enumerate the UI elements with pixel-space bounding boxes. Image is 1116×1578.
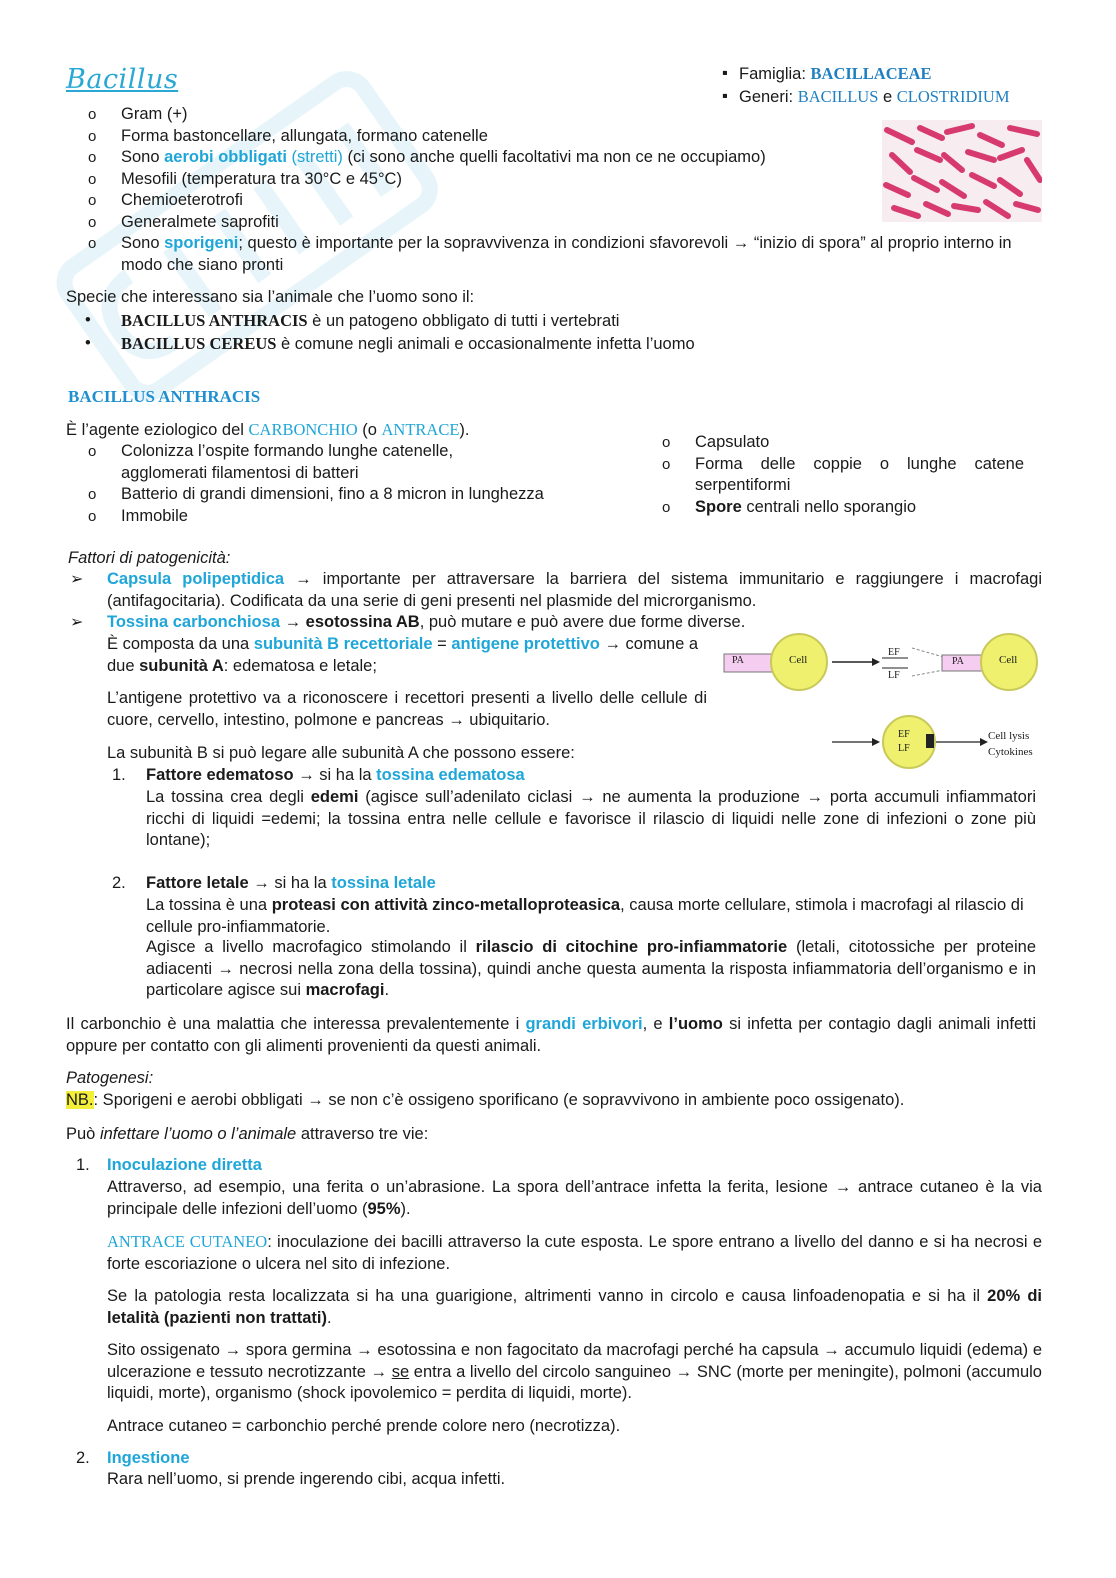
term: tossina edematosa [376,766,525,784]
list-item [66,126,1046,148]
term: tossina letale [331,874,436,892]
patogenesi-heading: Patogenesi: [66,1069,154,1087]
term: Tossina carbonchiosa [107,613,280,631]
text: → comune a due [107,635,699,675]
list-item [66,104,1046,126]
list-item [66,333,1046,356]
family-info [722,63,1062,108]
toxin-diagram [722,630,1042,770]
fattori-heading: Fattori di patogenicità: [68,549,231,567]
species-text: è comune negli animali e occasionalmente infetta l’uomo [276,334,695,353]
anthracis-intro [66,419,470,442]
text: , causa morte cellulare, stimola i macrofagi al rilascio di cellule pro-infiammatorie. [146,896,1024,936]
via-ingestione-text: Rara nell’uomo, si prende ingerendo cibi, acqua infetti. [107,1470,506,1488]
text: . [327,1308,332,1327]
via-num: 2. [76,1449,90,1467]
trait-text: Immobile [121,506,188,525]
list-item [640,454,1024,497]
text: = [432,635,452,653]
term: subunità B recettoriale [253,635,433,653]
fattore-edematoso-text [146,787,1036,852]
list-item [66,147,1046,169]
intro-term: CARBONCHIO [248,420,358,439]
text: → si ha la [248,874,332,892]
nb-label: NB. [66,1091,94,1109]
generi-label: Generi: [739,87,794,106]
list-item [640,432,1024,454]
feature-text: Chemioeterotrofi [121,191,243,209]
term: antigene protettivo [451,635,600,653]
text-italic: infettare l’uomo o l’animale [99,1125,297,1143]
text: , e [642,1015,669,1033]
fattore-num: 1. [112,766,126,784]
diagram-label-lysis: Cell lysis [988,730,1030,742]
text: : inoculazione dei bacilli attraverso la cute esposta. Le spore entrano a livello del danno e si ha necrosi e forte escoriazione o ulcera nel sito di infezione. [107,1233,1043,1273]
trait-text: Forma delle coppie o lunghe catene serpentiformi [695,454,1024,494]
feature-text: Mesofili (temperatura tra 30°C e 45°C) [121,169,402,188]
fattore-letale-title [146,873,436,895]
text: , può mutare e può avere due forme diverse. [419,613,746,631]
text: → [280,613,306,631]
term: Capsula polipeptidica [107,570,285,588]
feature-highlight: sporigeni [164,234,239,252]
trait-text: Capsulato [695,433,770,451]
via-inoculazione-text [107,1177,1042,1220]
list-item [66,169,1046,191]
fattore-letale-text-2 [146,937,1036,1002]
text: : Sporigeni e aerobi obbligati → se non c’è ossigeno sporificano (e sopravvivono in ambiente poco ossigenato). [93,1091,905,1109]
text: È composta da una [107,635,254,653]
anthracis-left-list [66,441,626,527]
sito-ossigenato-text [107,1340,1042,1405]
text: La tossina è una [146,896,272,914]
trait-text: centrali nello sporangio [741,497,917,516]
diagram-label-pa: PA [732,655,744,666]
feature-highlight: aerobi obbligati [164,148,287,166]
list-item [66,506,626,528]
term-bold: rilascio di citochine pro-infiammatorie [475,938,788,956]
diagram-label-ef: EF [888,647,900,658]
text: Sito ossigenato → spora germina → esotossina e non fagocitato da macrofagi perché ha capsula → accumulo liquidi (edema) e ulcerazione e tessuto necrotizzante → [107,1341,1042,1381]
text: ). [400,1199,411,1218]
feature-text: Forma bastoncellare, allungata, formano catenelle [121,126,488,145]
list-item [66,233,1046,276]
list-item [66,441,626,484]
term: grandi erbivori [525,1015,643,1033]
feature-text: Sono [121,148,165,166]
term-bold: Fattore letale [146,874,249,892]
term-bold: subunità A [139,656,224,675]
fattore-num: 2. [112,874,126,892]
text: . [384,981,390,999]
feature-text: ; questo è importante per la sopravvivenza in condizioni sfavorevoli → “inizio di spora” al proprio interno in modo che siano pronti [121,234,1012,274]
term-bold: l’uomo [668,1015,723,1033]
species-name: BACILLUS CEREUS [121,333,277,353]
intro-term: ANTRACE [381,420,460,439]
antrace-nero-text: Antrace cutaneo = carbonchio perché prende colore nero (necrotizza). [107,1417,621,1435]
intro-text: È l’agente eziologico del [66,421,249,439]
capsula-item [66,569,1042,612]
carbonchio-paragraph [66,1014,1036,1057]
feature-text: (ci sono anche quelli facoltativi ma non ce ne occupiamo) [342,148,766,166]
patogenesi-note [66,1090,1046,1112]
famiglia-value: BACILLACEAE [810,64,932,83]
diagram-label-cell: Cell [789,654,808,666]
text: Il carbonchio è una malattia che interessa prevalentemente i [66,1015,526,1033]
term-bold: proteasi con attività zinco-metalloproteasica [271,896,621,914]
diagram-label-cell-target: Cell [999,654,1018,666]
famiglia-line [722,63,1062,86]
text-underline: se [391,1362,410,1381]
text: si infetta per contagio dagli animali infetti oppure per contatto con gli alimenti provenienti da questi animali. [66,1015,1036,1055]
diagram-label-pa-bound: PA [952,656,964,667]
intro-text: ). [459,421,470,439]
feature-text: Sono [121,234,165,252]
text: : edematosa e letale; [223,656,377,675]
term-bold: 20% di letalità (pazienti non trattati) [107,1287,1042,1327]
text: Se la patologia resta localizzata si ha una guarigione, altrimenti vanno in circolo e causa linfoadenopatia e si ha il [107,1287,988,1305]
text: Attraverso, ad esempio, una ferita o un’abrasione. La spora dell’antrace infetta la ferita, lesione → antrace cutaneo è la via principale delle infezioni dell’uomo ( [107,1178,1042,1218]
famiglia-label: Famiglia: [739,65,806,83]
term-bold: macrofagi [305,981,385,999]
subunit-composition [107,634,712,677]
list-item [66,310,1046,333]
list-item [640,497,1024,519]
generi-bacillus: BACILLUS [797,86,879,106]
via-title-inoculazione: Inoculazione diretta [107,1156,262,1174]
page-title: Bacillus [66,64,179,95]
diagram-label-lf-inside: LF [898,743,910,754]
species-text: è un patogeno obbligato di tutti i vertebrati [307,312,620,330]
list-item [66,190,1046,212]
generi-and: e [882,87,893,106]
term-bold: Fattore edematoso [146,766,294,784]
species-intro: Specie che interessano sia l’animale che l’uomo sono il: [66,288,475,306]
list-item [66,212,1046,234]
fattore-letale-text [146,895,1036,938]
species-list [66,310,1046,355]
trait-text: Colonizza l’ospite formando lunghe catenelle, agglomerati filamentosi di batteri [121,442,454,482]
trait-text: Batterio di grandi dimensioni, fino a 8 micron in lunghezza [121,485,544,503]
species-name: BACILLUS ANTHRACIS [121,311,308,330]
text: Agisce a livello macrofagico stimolando il [146,938,476,956]
term: ANTRACE CUTANEO [107,1232,268,1251]
text: attraverso tre vie: [296,1125,429,1143]
vie-intro [66,1124,428,1146]
localizzata-text [107,1286,1042,1329]
text: (agisce sull’adenilato ciclasi → ne aumenta la produzione → porta accumuli infiammatori ricchi di liquidi =edemi; la tossina entra nelle cellule e favorisce il rilascio di liquidi nelle zone di infezioni o zone più lontane); [146,788,1036,849]
anthracis-right-list [640,432,1024,518]
feature-highlight: (stretti) [286,148,343,166]
diagram-label-cytokines: Cytokines [988,746,1033,758]
fattore-edematoso-title [146,765,525,787]
feature-text: Generalmete saprofiti [121,212,279,231]
list-item [66,484,626,506]
bacillus-features [66,104,1046,276]
via-title-ingestione: Ingestione [107,1449,190,1467]
generi-clostridium: CLOSTRIDIUM [896,86,1010,106]
antigen-paragraph: L’antigene protettivo va a riconoscere i recettori presenti a livello delle cellule di cuore, cervello, intestino, polmone e pancreas → ubiquitario. [107,689,707,729]
text: Può [66,1125,100,1143]
term-bold: 95% [367,1199,401,1218]
text: La tossina crea degli [146,788,311,806]
text: (letali, citotossiche per proteine adiacenti → necrosi nella zona della tossina), quindi anche questa aumenta la risposta infiammatoria dell’organismo e in particolare agisce sui [146,938,1037,999]
intro-text: (o [357,421,382,439]
text: → importante per attraversare la barriera del sistema immunitario e raggiungere i macrofagi (antifagocitaria). Codificata da una serie di geni presenti nel plasmide del microrganismo. [107,570,1043,610]
trait-bold: Spore [695,497,742,516]
via-num: 1. [76,1156,90,1174]
term-bold: esotossina AB [305,613,420,631]
section-heading-anthracis: BACILLUS ANTHRACIS [68,387,261,406]
term-bold: edemi [310,788,359,806]
antrace-cutaneo-text [107,1231,1042,1275]
text: → si ha la [293,766,377,784]
feature-text: Gram (+) [121,105,188,123]
diagram-label-lf: LF [888,670,900,681]
subunit-b-intro: La subunità B si può legare alle subunità A che possono essere: [107,744,575,762]
text: entra a livello del circolo sanguineo → SNC (morte per meningite), polmoni (accumulo liquidi, morte), organismo (shock ipovolemico = perdita di liquidi, morte). [107,1362,1042,1402]
diagram-label-ef-inside: EF [898,729,910,740]
